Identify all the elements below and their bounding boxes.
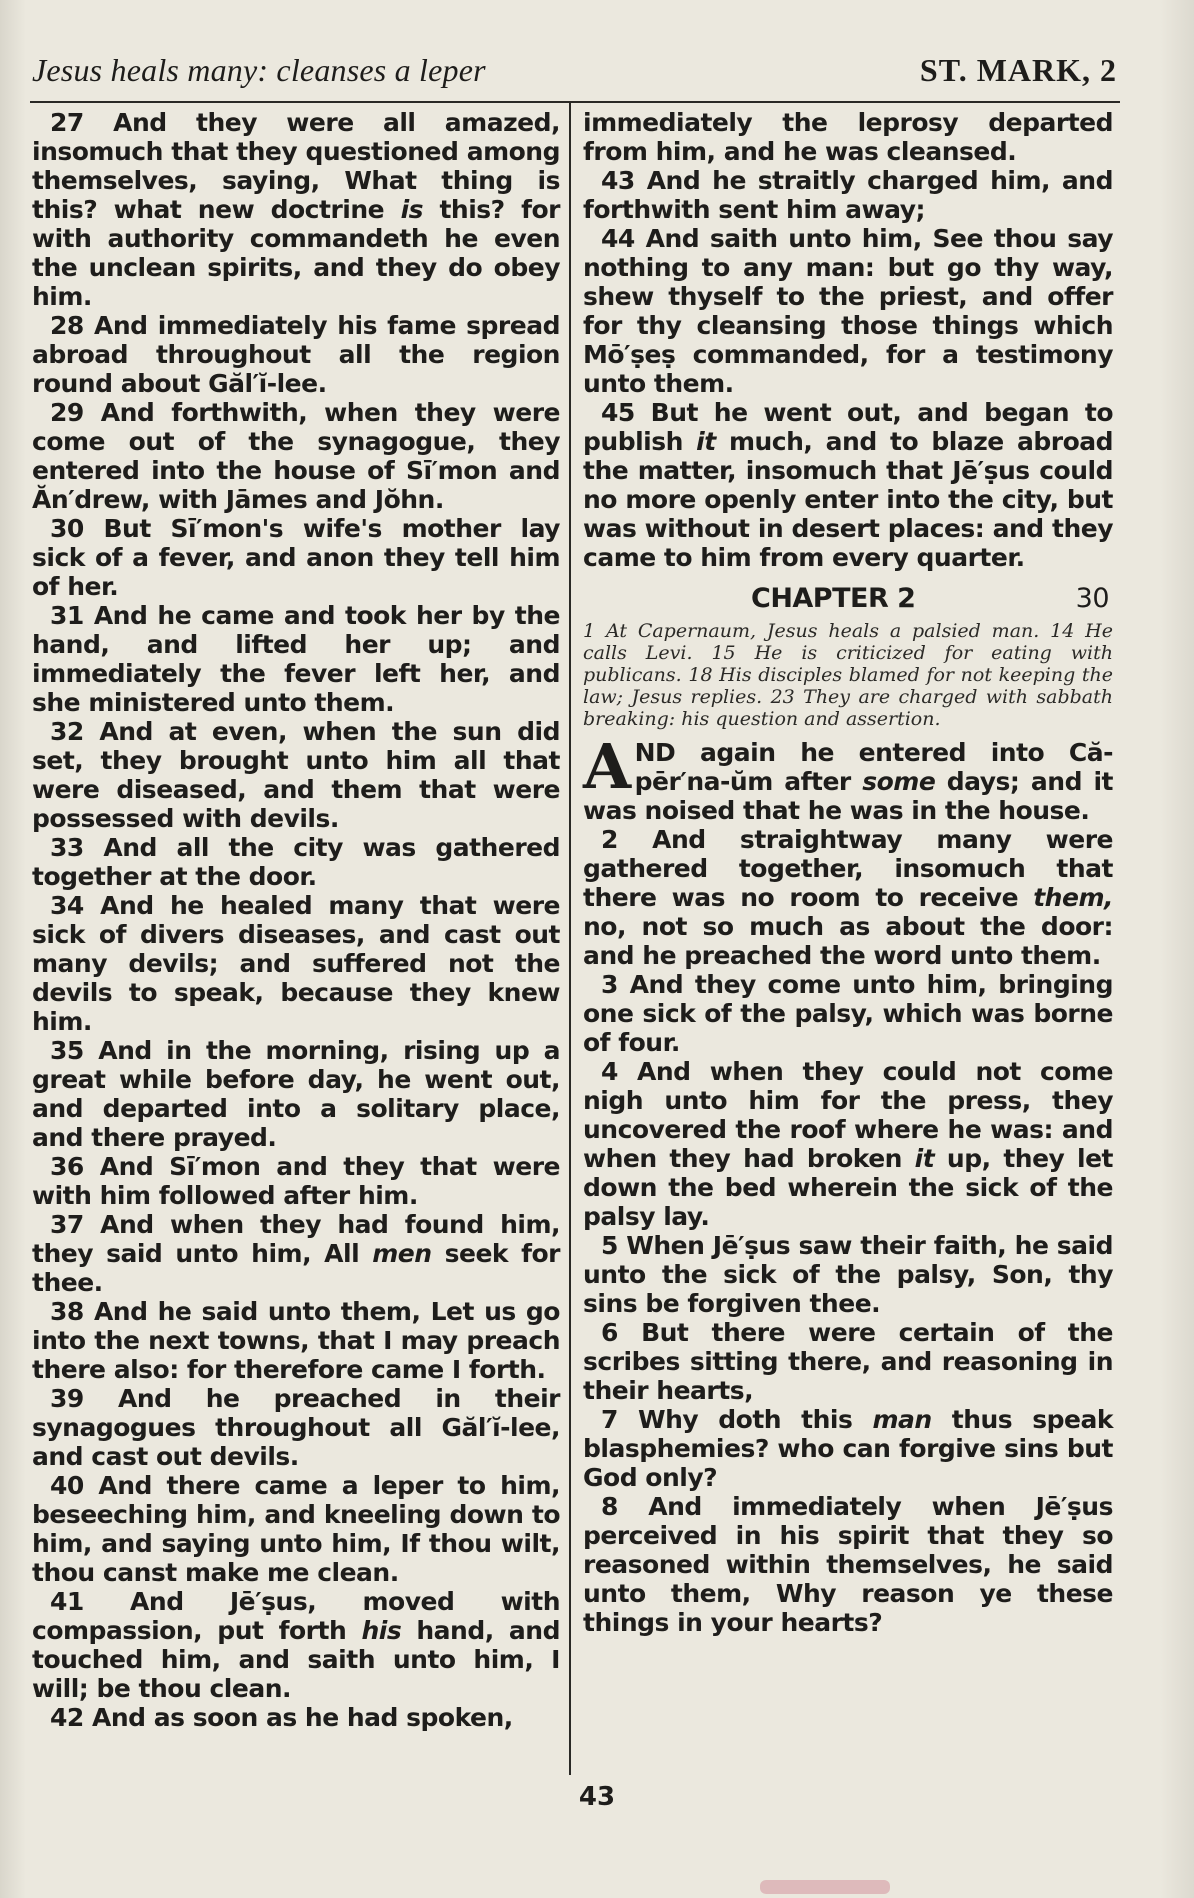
verse-text: seek for thee. [32,1239,560,1297]
verse [32,1297,560,1384]
verse-number: 42 [50,1703,84,1732]
header-rule [30,101,1120,103]
verse-text: And at even, when the sun did set, they brought unto him all that were diseased, and them that were possessed with devils. [32,717,560,833]
running-title: Jesus heals many: cleanses a leper [32,52,486,88]
verse [583,1492,1113,1637]
drop-cap: A [583,730,631,803]
verse-text: When Jē′ṣus saw their faith, he said unto the sick of the palsy, Son, thy sins be forgiven thee. [583,1231,1113,1318]
italic-word: some [862,767,936,796]
verse [32,891,560,1036]
verse [32,1471,560,1587]
verse-text: But he went out, and began to publish [583,398,1113,456]
chapter-heading [583,584,1113,618]
verse-text: much, and to blaze abroad the matter, insomuch that Jē′ṣus could no more openly enter into the city, but was without in desert places: and they came to him from every quarter. [583,427,1114,572]
verse [32,1703,560,1732]
italic-word: men [372,1239,432,1268]
verse-text: this? for with authority commandeth he even the unclean spirits, and they do obey him. [32,195,560,311]
verse-number: 29 [50,398,84,427]
italic-word: man [872,1405,932,1434]
left-column [32,108,560,1732]
verse-text: thus speak blasphemies? who can forgive sins but God only? [583,1405,1113,1492]
verse-number: 44 [601,224,635,253]
verse-text: Why doth this [638,1405,873,1434]
verse [583,398,1113,572]
ink-stamp-fragment [760,1880,890,1894]
verse-text: And as soon as he had spoken, [92,1703,513,1732]
verse-text: up, they let down the bed wherein the sick of the palsy lay. [583,1144,1114,1231]
verse [583,108,1113,166]
verse-text: And immediately his fame spread abroad throughout all the region round about Găl′ĭ-lee. [32,311,560,398]
verse-number: 3 [601,970,618,999]
verse [32,1210,560,1297]
verse-number: 7 [601,1405,618,1434]
verse-text: And they were all amazed, insomuch that they questioned among themselves, saying, What thing is this? what new doctrine [32,108,560,224]
verse [32,1587,560,1703]
verse-text: And he preached in their synagogues throughout all Găl′ĭ-lee, and cast out devils. [32,1384,560,1471]
verse-number: 38 [50,1297,84,1326]
chapter-summary: 1 At Capernaum, Jesus heals a palsied man. 14 He calls Levi. 15 He is criticized for eating with publicans. 18 His disciples blamed for not keeping the law; Jesus replies. 23 They are charged with sabbath breaking: his question and assertion. [583,620,1113,730]
chapter-1-ending [583,108,1113,572]
verse-text: And forthwith, when they were come out of the synagogue, they entered into the house of Sī′mon and Ăn′drew, with Jāmes and Jŏhn. [32,398,560,514]
verse-text: And all the city was gathered together at the door. [32,833,560,891]
verse [583,1057,1113,1231]
verse-number: 31 [50,601,84,630]
chapter-title: CHAPTER 2 [751,583,916,614]
verse [583,825,1113,970]
verse-text: But Sī′mon's wife's mother lay sick of a fever, and anon they tell him of her. [32,514,560,601]
verse [32,311,560,398]
verse-number: 43 [601,166,635,195]
verse [32,1152,560,1210]
verse-number: 6 [601,1318,618,1347]
verse [32,717,560,833]
verse-text: And when they could not come nigh unto him for the press, they uncovered the roof where he was: and when they had broken [583,1057,1113,1173]
verse [583,1318,1113,1405]
verse-text: again he entered into Că-pēr′na-ŭm after [634,738,1113,796]
italic-word: them, [1033,883,1113,912]
verse-number: 34 [50,891,84,920]
verse-text: hand, and touched him, and saith unto him, I will; be thou clean. [32,1616,560,1703]
verse-text: And when they had found him, they said unto him, All [32,1210,560,1268]
verse-text: And saith unto him, See thou say nothing to any man: but go thy way, shew thyself to the priest, and offer for thy cleansing those things which Mō′ṣeṣ commanded, for a testimony unto them. [583,224,1113,398]
verse-number: 27 [50,108,84,137]
verse-number: 33 [50,833,84,862]
verse-text: And straightway many were gathered together, insomuch that there was no room to receive [583,825,1113,912]
verse-text: And Jē′ṣus, moved with compassion, put forth [32,1587,560,1645]
verse-number: 5 [601,1231,618,1260]
italic-word: it [696,427,716,456]
verse-text: days; and it was noised that he was in the house. [583,767,1113,825]
verse-text: But there were certain of the scribes sitting there, and reasoning in their hearts, [583,1318,1113,1405]
chapter-2-verses [583,825,1113,1637]
verse [583,224,1113,398]
verse-number: 41 [50,1587,84,1616]
verse-text: And he said unto them, Let us go into the next towns, that I may preach there also: for therefore came I forth. [32,1297,560,1384]
verse [32,1384,560,1471]
verse-number: 39 [50,1384,84,1413]
page-header [32,52,1117,98]
verse-number: 30 [50,514,84,543]
verse-number: 28 [50,311,84,340]
verse-number: 2 [601,825,618,854]
italic-word: it [914,1144,935,1173]
verse-text: immediately the leprosy departed from him, and he was cleansed. [583,108,1113,166]
verse [583,970,1113,1057]
verse [583,1405,1113,1492]
verse [32,1036,560,1152]
verse-number: 36 [50,1152,84,1181]
chapter-verse-count: 30 [1075,583,1109,614]
verse [583,166,1113,224]
chapter-opening-verse [583,730,1113,825]
verse-text: And in the morning, rising up a great while before day, he went out, and departed into a solitary place, and there prayed. [32,1036,560,1152]
verse-text: And he came and took her by the hand, and lifted her up; and immediately the fever left her, and she ministered unto them. [32,601,560,717]
verse-text: And he straitly charged him, and forthwith sent him away; [583,166,1113,224]
verse-text: And there came a leper to him, beseeching him, and kneeling down to him, and saying unto him, If thou wilt, thou canst make me clean. [32,1471,560,1587]
verse-number: 45 [601,398,635,427]
verse-text: And they come unto him, bringing one sick of the palsy, which was borne of four. [583,970,1113,1057]
verse-number: 4 [601,1057,618,1086]
right-column [583,108,1113,1637]
verse [32,514,560,601]
verse-text: And Sī′mon and they that were with him followed after him. [32,1152,560,1210]
verse-number: 35 [50,1036,84,1065]
verse [32,398,560,514]
verse [32,833,560,891]
verse-number: 40 [50,1471,84,1500]
verse-number: 8 [601,1492,618,1521]
column-divider [569,103,571,1775]
small-caps-opening: ND [634,738,676,767]
verse [583,1231,1113,1318]
verse-text: And immediately when Jē′ṣus perceived in his spirit that they so reasoned within themselves, he said unto them, Why reason ye these things in your hearts? [583,1492,1113,1637]
verse [32,601,560,717]
italic-word: his [361,1616,402,1645]
italic-word: is [400,195,424,224]
verse-text: no, not so much as about the door: and he preached the word unto them. [583,912,1113,970]
page-number: 43 [578,1782,616,1812]
verse [32,108,560,311]
verse-number: 37 [50,1210,84,1239]
book-reference: ST. MARK, 2 [919,52,1117,88]
verse-text: And he healed many that were sick of divers diseases, and cast out many devils; and suffered not the devils to speak, because they knew him. [32,891,560,1036]
verse-number: 32 [50,717,84,746]
